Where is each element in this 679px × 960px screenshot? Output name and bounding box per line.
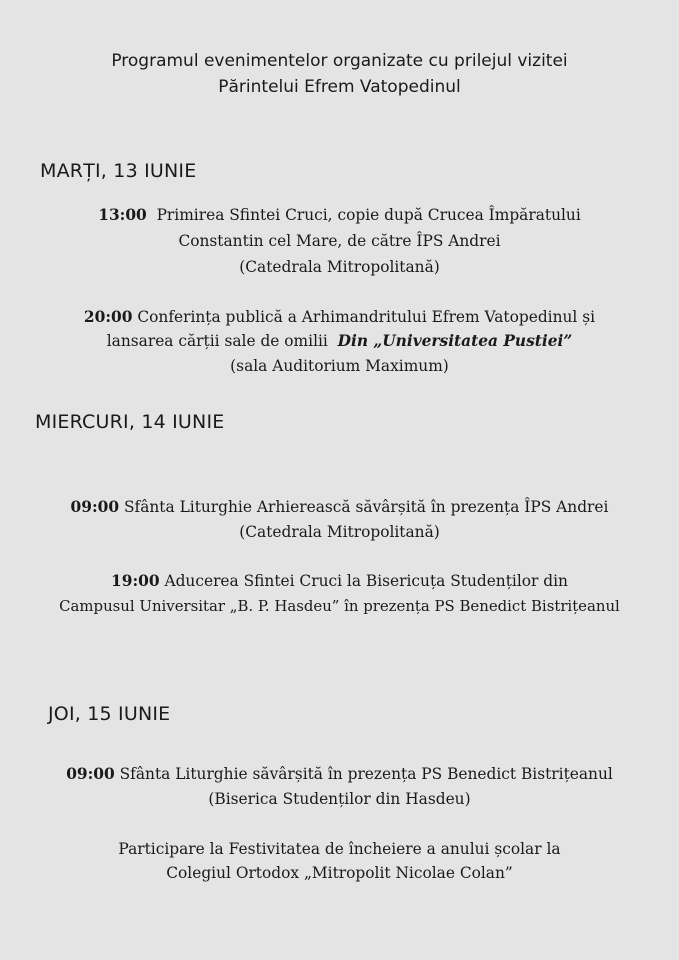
book-title: Din „Universitatea Pustiei” xyxy=(337,332,573,350)
day-heading-thursday: JOI, 15 IUNIE xyxy=(48,703,171,725)
event-time: 09:00 xyxy=(70,498,120,516)
event-description: Primirea Sfintei Cruci, copie după Crucea Împăratului xyxy=(156,206,581,224)
event-time: 13:00 xyxy=(98,206,147,224)
event-description: Participare la Festivitatea de încheiere a anului școlar la xyxy=(118,840,561,858)
event-description: Conferința publică a Arhimandritului Efrem Vatopedinul și xyxy=(137,308,596,326)
event-description: Sfânta Liturghie săvârșită în prezența PS Benedict Bistrițeanul xyxy=(119,765,613,783)
event-time: 20:00 xyxy=(83,308,133,326)
day-heading-tuesday: MARȚI, 13 IUNIE xyxy=(40,160,197,182)
event-description-line2: Campusul Universitar „B. P. Hasdeu” în prezența PS Benedict Bistrițeanul xyxy=(59,597,620,615)
day-heading-wednesday: MIERCURI, 14 IUNIE xyxy=(35,411,225,433)
event-location: (Catedrala Mitropolitană) xyxy=(239,258,440,276)
event-description: Sfânta Liturghie Arhierească săvârșită în prezența ÎPS Andrei xyxy=(123,498,609,516)
event-description-line2: Constantin cel Mare, de către ÎPS Andrei xyxy=(178,232,501,250)
event-line xyxy=(0,569,679,593)
event-description-line2: lansarea cărții sale de omilii xyxy=(106,332,328,350)
event-line xyxy=(0,305,679,329)
event-location: (sala Auditorium Maximum) xyxy=(230,357,449,375)
event-line xyxy=(0,203,679,227)
event-time: 09:00 xyxy=(66,765,115,783)
event-description: Aducerea Sfintei Cruci la Bisericuța Studenților din xyxy=(164,572,568,590)
event-location: (Biserica Studenților din Hasdeu) xyxy=(208,790,471,808)
event-line xyxy=(0,495,679,519)
event-line xyxy=(0,329,679,353)
document-title-line2: Părintelui Efrem Vatopedinul xyxy=(218,77,461,97)
event-location: (Catedrala Mitropolitană) xyxy=(239,523,440,541)
document-title-line1: Programul evenimentelor organizate cu prilejul vizitei xyxy=(111,51,568,71)
event-line xyxy=(0,762,679,786)
event-time: 19:00 xyxy=(111,572,160,590)
event-description-line2: Colegiul Ortodox „Mitropolit Nicolae Colan” xyxy=(166,864,513,882)
